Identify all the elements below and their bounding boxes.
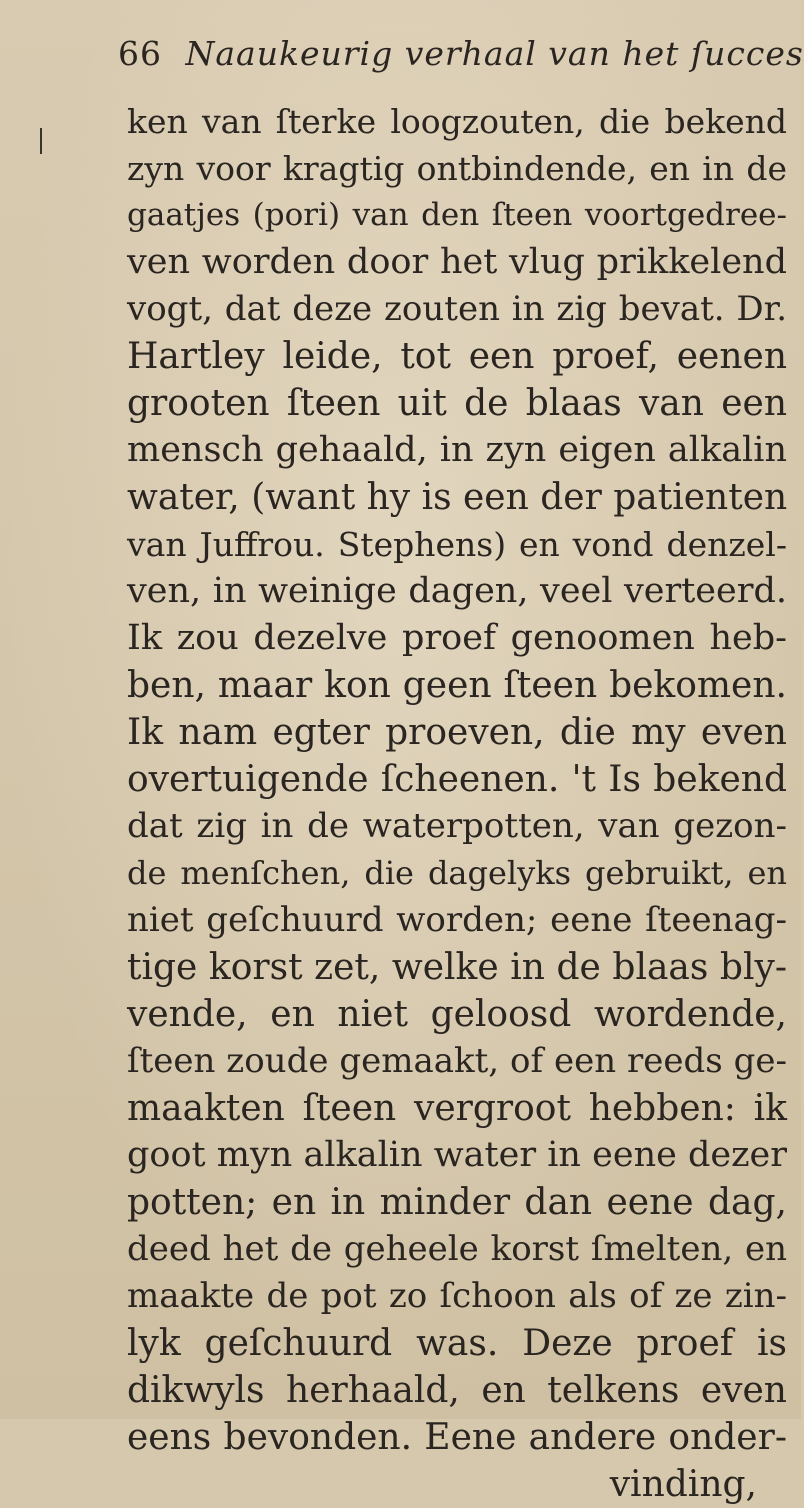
text-line: dikwyls herhaald, en telkens even [127,1370,787,1411]
text-line: vogt, dat deze zouten in zig bevat. Dr. [127,289,787,329]
text-line: potten; en in minder dan eene dag, [127,1182,787,1223]
running-title: Naaukeurig verhaal van het ſucces [185,34,804,73]
text-line: de menſchen, die dagelyks gebruikt, en [127,854,787,892]
running-header [118,34,804,73]
text-line: ven worden door het vlug prikkelend [127,242,787,282]
text-line: maakten ſteen vergroot hebben: ik [127,1088,787,1129]
text-line: dat zig in de waterpotten, van gezon- [127,806,787,846]
text-line: vende, en niet geloosd wordende, [127,994,787,1035]
catchword-line: vinding, [609,1464,757,1505]
text-line: lyk geſchuurd was. Deze proef is [127,1323,787,1364]
text-line: mensch gehaald, in zyn eigen alkalin [127,430,787,470]
text-line: niet geſchuurd worden; eene ſteenag- [127,900,787,940]
text-line: eens bevonden. Eene andere onder- [127,1417,787,1458]
text-line: zyn voor kragtig ontbindende, en in de [127,149,787,188]
text-line: water, (want hy is een der patienten [127,477,788,518]
text-line: deed het de geheele korst ſmelten, en [127,1229,787,1269]
text-line: ven, in weinige dagen, veel verteerd. [127,571,787,611]
text-line: overtuigende ſcheenen. 't Is bekend [127,759,787,800]
text-line: ben, maar kon geen ſteen bekomen. [127,665,787,706]
text-line: Ik nam egter proeven, die my even [127,712,787,753]
text-line: maakte de pot zo ſchoon als of ze zin- [127,1276,787,1316]
text-line: ken van ſterke loogzouten, die bekend [127,102,787,141]
text-line: grooten ſteen uit de blaas van een [127,383,787,424]
body-text [127,98,787,1508]
text-line: Ik zou dezelve proef genoomen heb- [127,618,787,658]
page-number: 66 [118,34,162,73]
text-line: Hartley leide, tot een proef, eenen [127,336,787,377]
text-line: gaatjes (pori) van den ſteen voortgedree- [127,197,787,233]
text-line: goot myn alkalin water in eene dezer [127,1135,787,1175]
text-line: tige korst zet, welke in de blaas bly- [127,947,787,988]
text-line: van Juffrou. Stephens) en vond denzel- [127,525,787,564]
margin-mark [40,128,42,154]
text-line: ſteen zoude gemaakt, of een reeds ge- [127,1041,787,1081]
